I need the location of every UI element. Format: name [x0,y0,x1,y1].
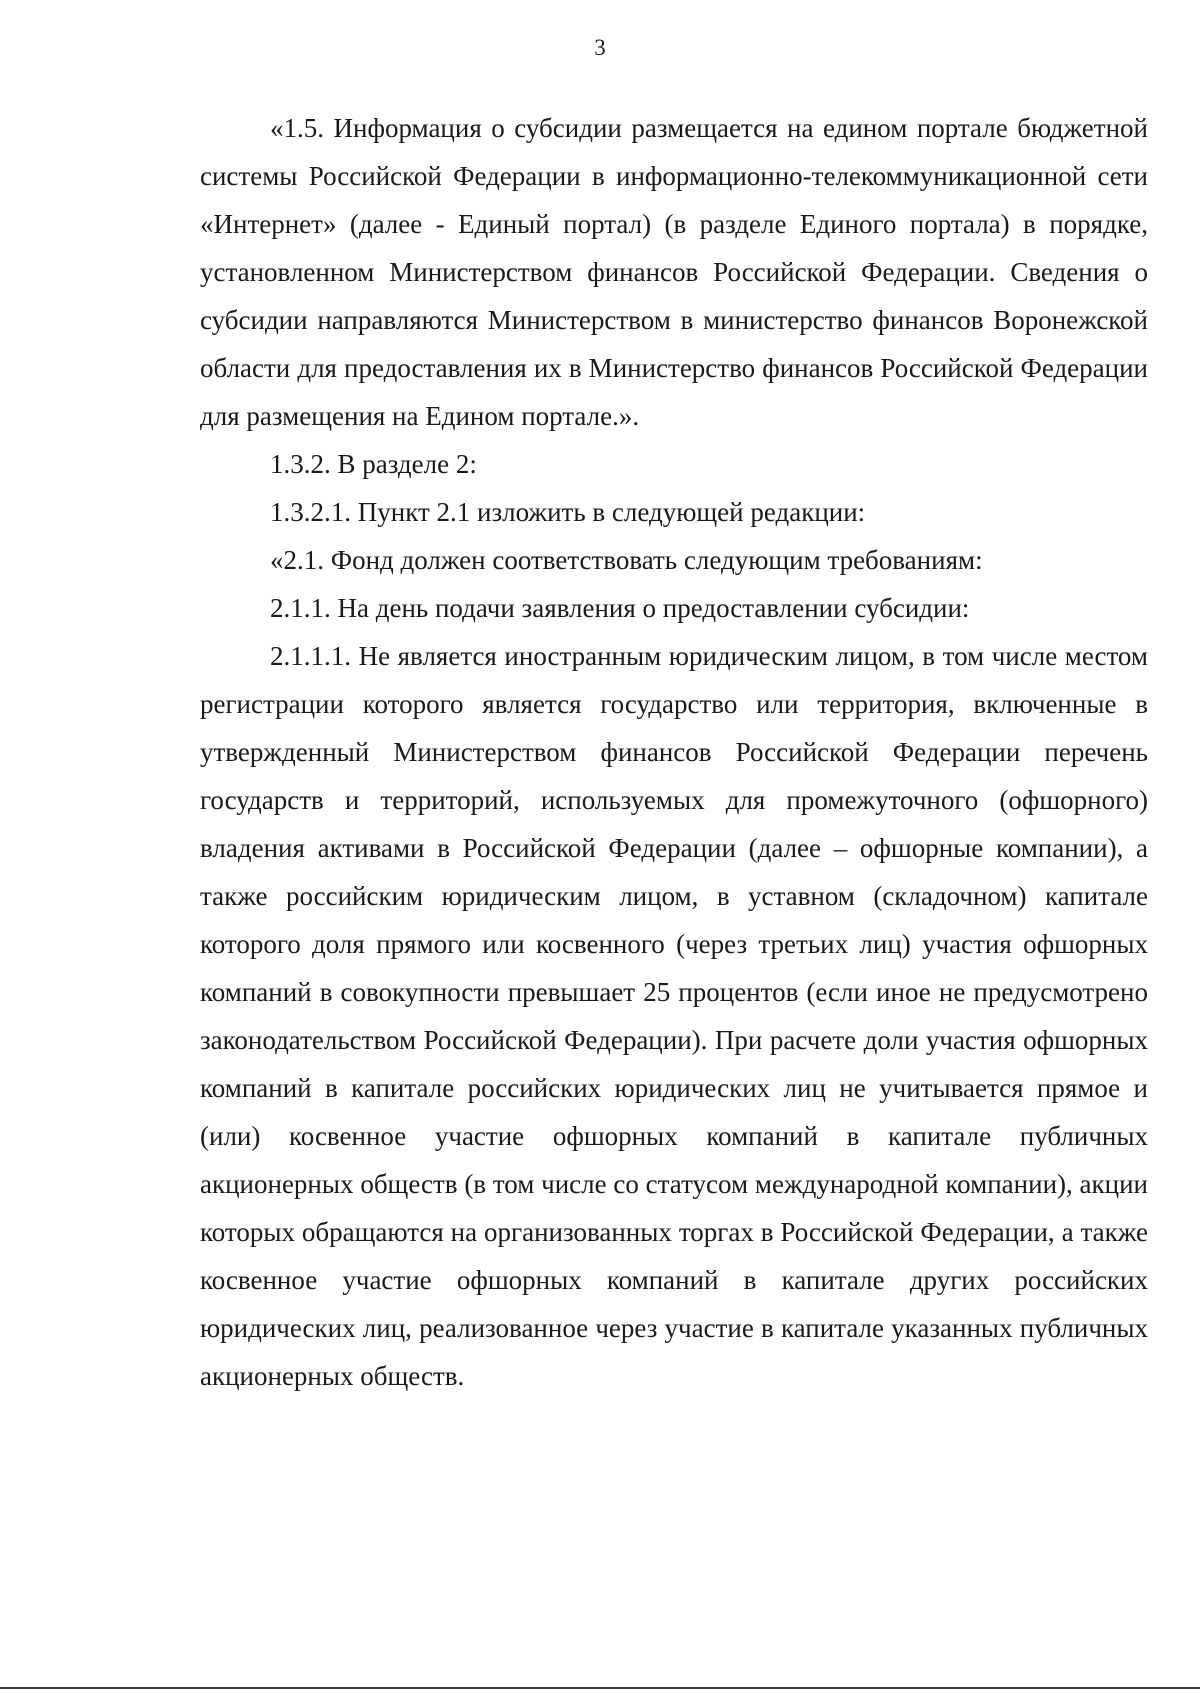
page-number: 3 [594,35,606,60]
document-body [200,104,1148,1400]
bottom-rule [0,1687,1200,1689]
paragraph-1-3-2: 1.3.2. В разделе 2: [270,449,477,479]
paragraph-1-3-2-1: 1.3.2.1. Пункт 2.1 изложить в следующей редакции: [270,497,866,527]
paragraph-2-1-1: 2.1.1. На день подачи заявления о предоставлении субсидии: [270,593,970,623]
paragraph-2-1: «2.1. Фонд должен соответствовать следующим требованиям: [270,545,983,575]
paragraph-1-5: «1.5. Информация о субсидии размещается на едином портале бюджетной системы Российской Федерации в информационно-телекоммуникационной сети «Интернет» (далее - Единый портал) (в разделе Единого портала) в порядке, установленном Министерством финансов Российской Федерации. Сведения о субсидии направляются Министерством в министерство финансов Воронежской области для предоставления их в Министерство финансов Российской Федерации для размещения на Едином портале.». [200,113,1148,431]
paragraph-2-1-1-1: 2.1.1.1. Не является иностранным юридическим лицом, в том числе местом регистрации которого является государство или территория, включенные в утвержденный Министерством финансов Российской Федерации перечень государств и территорий, используемых для промежуточного (офшорного) владения активами в Российской Федерации (далее – офшорные компании), а также российским юридическим лицом, в уставном (складочном) капитале которого доля прямого или косвенного (через третьих лиц) участия офшорных компаний в совокупности превышает 25 процентов (если иное не предусмотрено законодательством Российской Федерации). При расчете доли участия офшорных компаний в капитале российских юридических лиц не учитывается прямое и (или) косвенное участие офшорных компаний в капитале публичных акционерных обществ (в том числе со статусом международной компании), акции которых обращаются на организованных торгах в Российской Федерации, а также косвенное участие офшорных компаний в капитале других российских юридических лиц, реализованное через участие в капитале указанных публичных акционерных обществ. [200,641,1148,1391]
